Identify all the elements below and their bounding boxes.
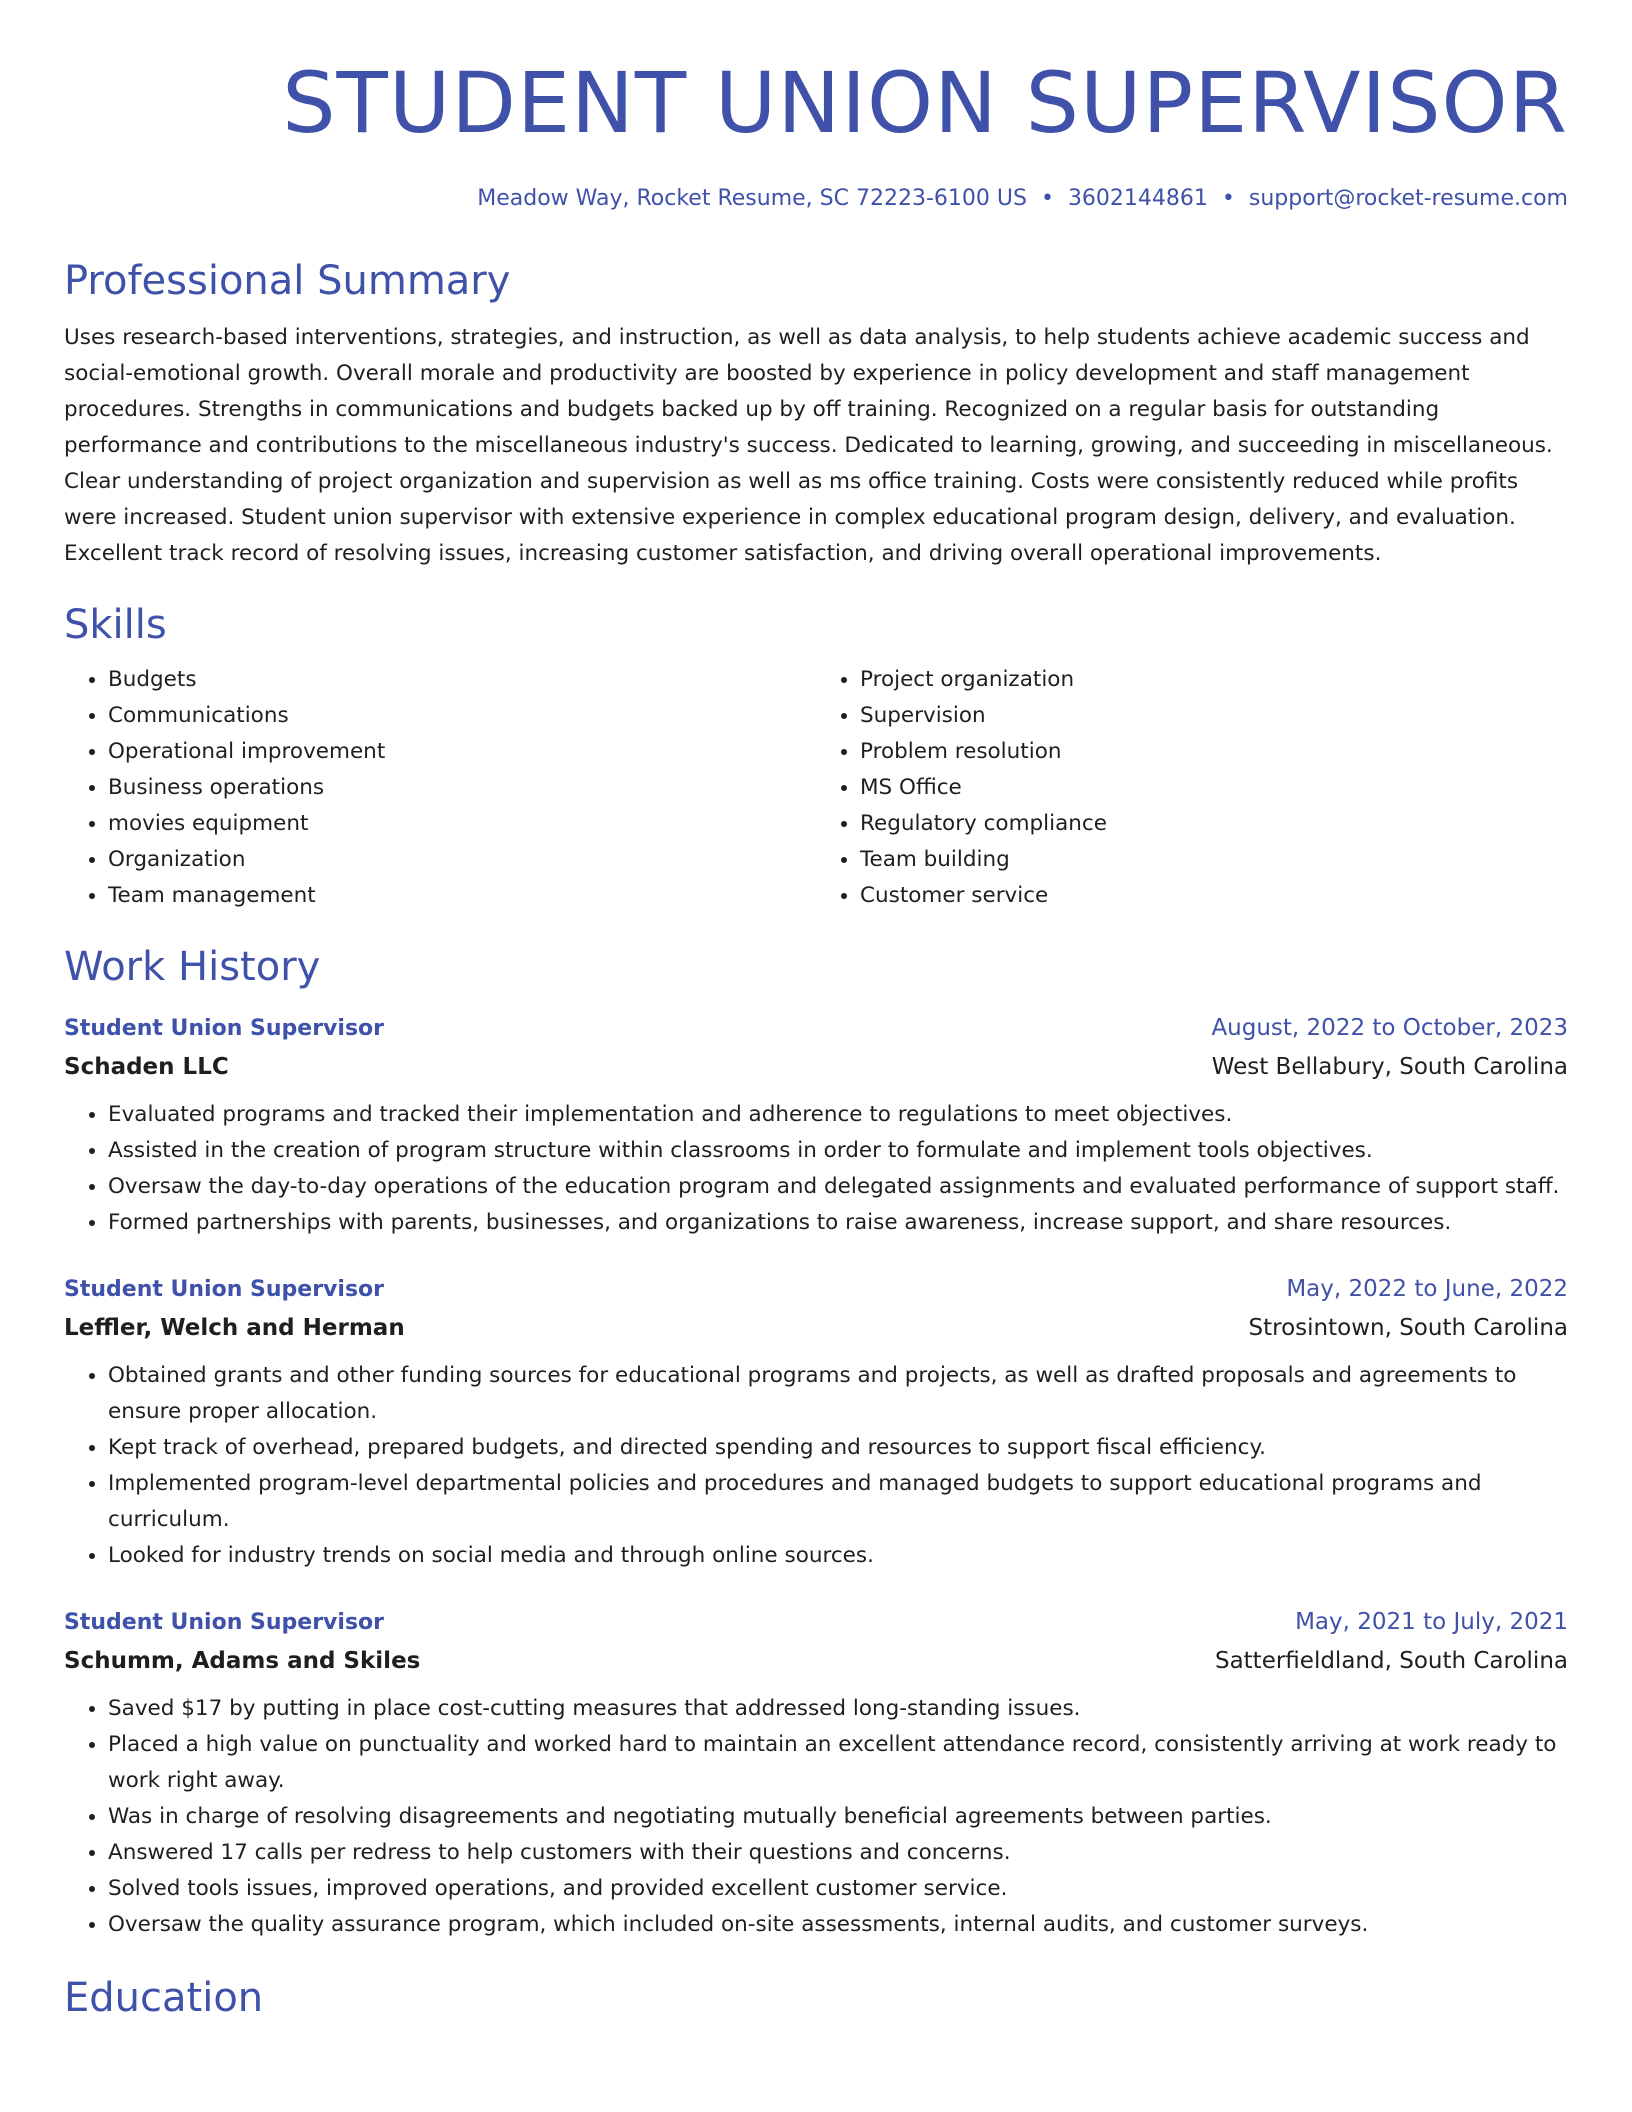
job-bullet: • Obtained grants and other funding sources for educational programs and projects, as well as drafted proposals and agreements to ensure proper allocation.: [108, 1358, 1568, 1430]
skills-column-right: [816, 662, 1568, 914]
skill-item: • Regulatory compliance: [860, 806, 1568, 842]
job-bullet: • Evaluated programs and tracked their implementation and adherence to regulations to meet objectives.: [108, 1097, 1568, 1133]
job-location: West Bellabury, South Carolina: [1211, 1054, 1568, 1080]
job-bullet: • Formed partnerships with parents, businesses, and organizations to raise awareness, increase support, and share resources.: [108, 1205, 1568, 1241]
contact-address: Meadow Way, Rocket Resume, SC 72223-6100 US: [477, 186, 1027, 211]
job-title: Student Union Supervisor: [64, 1610, 384, 1635]
contact-line: [64, 184, 1568, 214]
job-bullets: [64, 1358, 1568, 1574]
contact-separator: •: [1221, 186, 1235, 211]
job-bullets: [64, 1097, 1568, 1241]
job-company: Leffler, Welch and Herman: [64, 1315, 405, 1341]
contact-email: support@rocket-resume.com: [1248, 186, 1568, 211]
job-bullet: • Oversaw the quality assurance program, which included on-site assessments, internal audits, and customer surveys.: [108, 1907, 1568, 1943]
education-heading: Education: [64, 1975, 264, 2021]
job-dates: May, 2021 to July, 2021: [1295, 1609, 1568, 1635]
skill-item: • Project organization: [860, 662, 1568, 698]
skill-item: • MS Office: [860, 770, 1568, 806]
job-bullet: • Solved tools issues, improved operations, and provided excellent customer service.: [108, 1871, 1568, 1907]
job-bullet: • Implemented program-level departmental policies and procedures and managed budgets to support educational programs and curriculum.: [108, 1466, 1568, 1538]
job-entry: [64, 1010, 1568, 1241]
job-title: Student Union Supervisor: [64, 1016, 384, 1041]
job-company: Schumm, Adams and Skiles: [64, 1648, 421, 1674]
summary-text: Uses research-based interventions, strategies, and instruction, as well as data analysis, to help students achieve academic success and social-emotional growth. Overall morale and productivity are boosted by experience in policy development and staff management procedures. Strengths in communications and budgets backed up by off training. Recognized on a regular basis for outstanding performance and contributions to the miscellaneous industry's success. Dedicated to learning, growing, and succeeding in miscellaneous. Clear understanding of project organization and supervision as well as ms office training. Costs were consistently reduced while profits were increased. Student union supervisor with extensive experience in complex educational program design, delivery, and evaluation. Excellent track record of resolving issues, increasing customer satisfaction, and driving overall operational improvements.: [64, 325, 1553, 566]
skill-item: • Problem resolution: [860, 734, 1568, 770]
skill-item: • Operational improvement: [108, 734, 816, 770]
job-bullet: • Was in charge of resolving disagreements and negotiating mutually beneficial agreements between parties.: [108, 1799, 1568, 1835]
job-title: Student Union Supervisor: [64, 1277, 384, 1302]
job-dates: May, 2022 to June, 2022: [1286, 1276, 1568, 1302]
job-title-row: [64, 1271, 1568, 1308]
contact-phone: 3602144861: [1067, 186, 1208, 211]
job-dates: August, 2022 to October, 2023: [1211, 1015, 1568, 1041]
job-company: Schaden LLC: [64, 1054, 229, 1080]
job-company-row: [64, 1308, 1568, 1348]
skill-item: • Communications: [108, 698, 816, 734]
contact-separator: •: [1040, 186, 1054, 211]
job-bullet: • Answered 17 calls per redress to help customers with their questions and concerns.: [108, 1835, 1568, 1871]
skills-heading: Skills: [64, 602, 167, 648]
job-location: Satterfieldland, South Carolina: [1214, 1648, 1568, 1674]
candidate-name: STUDENT UNION SUPERVISOR: [282, 54, 1568, 152]
job-company-row: [64, 1641, 1568, 1681]
job-title-row: [64, 1010, 1568, 1047]
job-bullet: • Assisted in the creation of program structure within classrooms in order to formulate and implement tools objectives.: [108, 1133, 1568, 1169]
summary-heading: Professional Summary: [64, 258, 511, 304]
skill-item: • Supervision: [860, 698, 1568, 734]
skill-item: • Team building: [860, 842, 1568, 878]
work-history-heading: Work History: [64, 944, 321, 990]
skills-list: [64, 662, 1568, 914]
job-bullet: • Looked for industry trends on social media and through online sources.: [108, 1538, 1568, 1574]
resume-header: [64, 48, 1568, 214]
job-bullets: [64, 1691, 1568, 1943]
skill-item: • Business operations: [108, 770, 816, 806]
job-bullet: • Placed a high value on punctuality and worked hard to maintain an excellent attendance record, consistently arriving at work ready to work right away.: [108, 1727, 1568, 1799]
skill-item: • Team management: [108, 878, 816, 914]
skills-column-left: [64, 662, 816, 914]
job-entry: [64, 1604, 1568, 1943]
job-title-row: [64, 1604, 1568, 1641]
job-company-row: [64, 1047, 1568, 1087]
job-entry: [64, 1271, 1568, 1574]
skill-item: • Organization: [108, 842, 816, 878]
job-location: Strosintown, South Carolina: [1248, 1315, 1568, 1341]
job-bullet: • Kept track of overhead, prepared budgets, and directed spending and resources to support fiscal efficiency.: [108, 1430, 1568, 1466]
job-bullet: • Oversaw the day-to-day operations of the education program and delegated assignments and evaluated performance of support staff.: [108, 1169, 1568, 1205]
job-bullet: • Saved $17 by putting in place cost-cutting measures that addressed long-standing issues.: [108, 1691, 1568, 1727]
skill-item: • Budgets: [108, 662, 816, 698]
skill-item: • Customer service: [860, 878, 1568, 914]
skill-item: • movies equipment: [108, 806, 816, 842]
